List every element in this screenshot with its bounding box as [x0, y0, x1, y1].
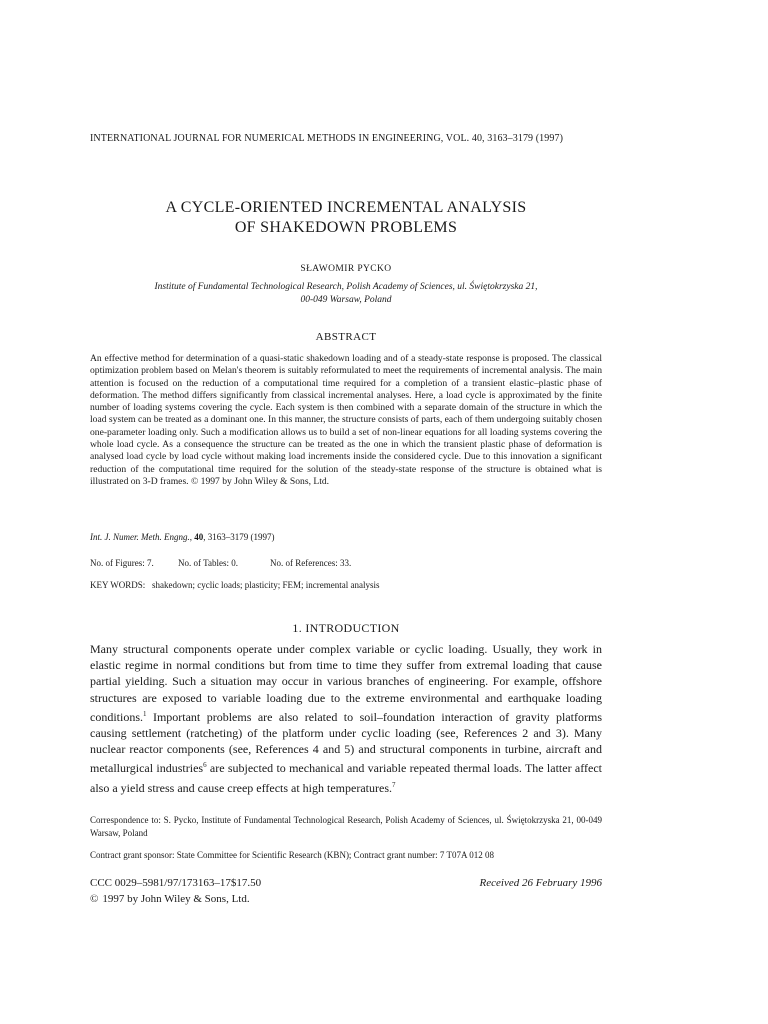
intro-text-2: Important problems are also related to soil–foundation interaction of gravity platforms causing settlement (ratcheting) of the platform under cyclic loading (see, References 2 and 3). Many nuclear reactor components (see, References 4 and 5) and structural components in turbine, aircraft and metallurgical industries — [90, 709, 602, 776]
intro-text-1: Many structural components operate under complex variable or cyclic loading. Usually, they work in elastic regime in normal conditions but from time to time they suffer from extremal loading that cause partial yielding. Such a situation may occur in various branches of engineering. For example, offshore structures are exposed to variable loading due to the extreme environmental and earthquake loading conditions. — [90, 642, 602, 724]
grant-footnote: Contract grant sponsor: State Committee for Scientific Research (KBN); Contract grant number: 7 T07A 012 08 — [90, 850, 494, 860]
received-date: Received 26 February 1996 — [479, 877, 602, 889]
introduction-heading: 1. INTRODUCTION — [292, 621, 400, 635]
intro-text-3: are subjected to mechanical and variable repeated thermal loads. The latter affect also a yield stress and cause creep effects at high temperatures. — [90, 761, 602, 795]
count-references: No. of References: 33. — [270, 558, 352, 568]
abstract-heading: ABSTRACT — [315, 331, 377, 343]
ccc-code: CCC 0029–5981/97/173163–17$17.50 — [90, 877, 262, 889]
copyright-text: 1997 by John Wiley & Sons, Ltd. — [102, 893, 250, 905]
footnote-ref-6: 6 — [203, 761, 207, 770]
footnote-ref-1: 1 — [143, 709, 147, 718]
count-figures: No. of Figures: 7. — [90, 558, 154, 568]
copyright-line — [90, 893, 250, 905]
keywords-text: shakedown; cyclic loads; plasticity; FEM; incremental analysis — [152, 580, 380, 590]
journal-header: INTERNATIONAL JOURNAL FOR NUMERICAL METHODS IN ENGINEERING, VOL. 40, 3163–3179 (1997) — [90, 133, 564, 144]
citation-line: Int. J. Numer. Meth. Engng., 40, 3163–3179 (1997) — [90, 532, 275, 542]
count-tables: No. of Tables: 0. — [178, 558, 238, 568]
affiliation-line-1: Institute of Fundamental Technological Research, Polish Academy of Sciences, ul. Świętokrzyska 21, — [154, 282, 538, 292]
citation-journal: Int. J. Numer. Meth. Engng. — [90, 532, 190, 542]
copyright-icon: © — [90, 893, 99, 905]
paper-title — [90, 198, 602, 238]
citation-pages: , 3163–3179 (1997) — [203, 532, 275, 542]
citation-volume: 40 — [194, 532, 204, 542]
author-affiliation — [90, 281, 602, 307]
footnote-ref-7: 7 — [392, 780, 396, 789]
counts-line — [90, 558, 602, 568]
correspondence-footnote: Correspondence to: S. Pycko, Institute of Fundamental Technological Research, Polish Academy of Sciences, ul. Świętokrzyska 21, 00-049 Warsaw, Poland — [90, 815, 602, 838]
abstract-text: An effective method for determination of a quasi-static shakedown loading and of a steady-state response is proposed. The classical optimization problem based on Melan's theorem is suitably reformulated to meet the requirements of incremental analysis. The main attention is focused on the reduction of a computational time required for a completion of a transient elastic–plastic phase of deformation. The method differs significantly from classical incremental analyses. Here, a load cycle is approximated by the finite number of loading systems covering the cycle. Each system is then combined with a separate domain of the structure in which the load system can be treated as a dominant one. In this manner, the structure consists of parts, each of them undergoing suitably chosen one-parameter loading only. Such a modification allows us to build a set of non-linear equations for all loading systems covering the whole load cycle. As a consequence the structure can be treated as the one in which the transient plastic phase of deformation is analysed load cycle by load cycle without making load increments inside the considered cycle. Due to this innovation a significant reduction of the computational time required for the solution of the steady-state response of the structure is obtained what is illustrated on 3-D frames. © 1997 by John Wiley & Sons, Ltd. — [90, 353, 602, 487]
keywords-line — [90, 580, 602, 590]
affiliation-line-2: 00-049 Warsaw, Poland — [300, 295, 392, 305]
introduction-paragraph — [90, 641, 602, 796]
author-name: SŁAWOMIR PYCKO — [300, 264, 392, 274]
title-line-2: OF SHAKEDOWN PROBLEMS — [234, 219, 458, 236]
title-line-1: A CYCLE-ORIENTED INCREMENTAL ANALYSIS — [165, 199, 527, 216]
keywords-label: KEY WORDS: — [90, 580, 146, 590]
